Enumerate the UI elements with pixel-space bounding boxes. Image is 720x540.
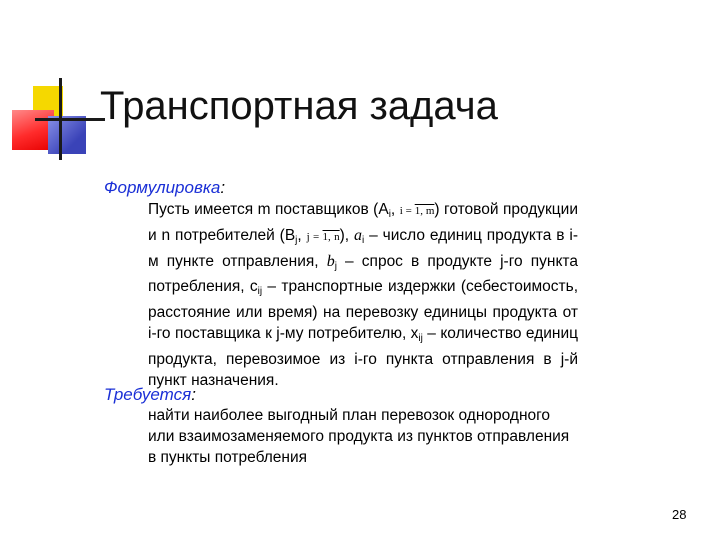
heading-required-text: Требуется bbox=[104, 385, 192, 404]
slide-title: Транспортная задача bbox=[100, 84, 498, 128]
p1-text-5: – спрос в продукте j-го пункта потребления, c bbox=[148, 252, 578, 296]
p1-text-1: Пусть имеется m поставщиков (A bbox=[148, 201, 389, 218]
p1-text-6: – транспортные издержки (себестоимость, расстояние или время) на перевозку единицы продукта от i-го поставщика к j-му потребителю, x bbox=[148, 278, 578, 342]
heading-formulation-colon: : bbox=[220, 178, 226, 197]
p1-b-index: j bbox=[295, 234, 298, 246]
b-index: j bbox=[334, 260, 337, 272]
page-number: 28 bbox=[672, 507, 687, 522]
j-range-pre: j = bbox=[306, 230, 323, 243]
p1-a-index: i bbox=[388, 209, 391, 220]
i-range-pre: i = bbox=[399, 205, 415, 217]
heading-formulation bbox=[104, 178, 225, 198]
logo-blue-square bbox=[48, 116, 86, 154]
heading-required-colon: : bbox=[191, 385, 196, 404]
b-symbol: b bbox=[326, 252, 335, 270]
j-range-bar: 1, n bbox=[322, 230, 340, 243]
p1-text-7: – количество единиц продукта, перевозимое из i-го пункта отправления в j-й пункт назначения. bbox=[148, 324, 578, 389]
p1-text-4: – число единиц продукта в i-м пункте отправления, bbox=[148, 226, 578, 270]
p1-comma-1: , bbox=[390, 201, 396, 218]
j-range-formula bbox=[307, 231, 340, 243]
a-index: i bbox=[361, 234, 365, 246]
logo-decoration bbox=[0, 0, 110, 170]
p1-text-2: ) готовой продукции и n потребителей (B bbox=[148, 201, 579, 244]
p1-text-3: ), bbox=[339, 226, 350, 244]
heading-formulation-text: Формулировка bbox=[104, 178, 221, 197]
heading-required bbox=[104, 385, 196, 405]
p1-comma-2: , bbox=[297, 226, 302, 244]
logo-horizontal-line bbox=[35, 118, 105, 121]
formulation-paragraph bbox=[148, 200, 578, 391]
a-symbol: a bbox=[353, 226, 362, 244]
c-index: ij bbox=[257, 286, 263, 298]
i-range-formula bbox=[400, 205, 435, 217]
required-paragraph: найти наиболее выгодный план перевозок однородного или взаимозаменяемого продукта из пунктов отправления в пункты потребления bbox=[148, 407, 570, 466]
i-range-bar: 1, m bbox=[414, 205, 435, 217]
x-index: ij bbox=[418, 332, 423, 344]
